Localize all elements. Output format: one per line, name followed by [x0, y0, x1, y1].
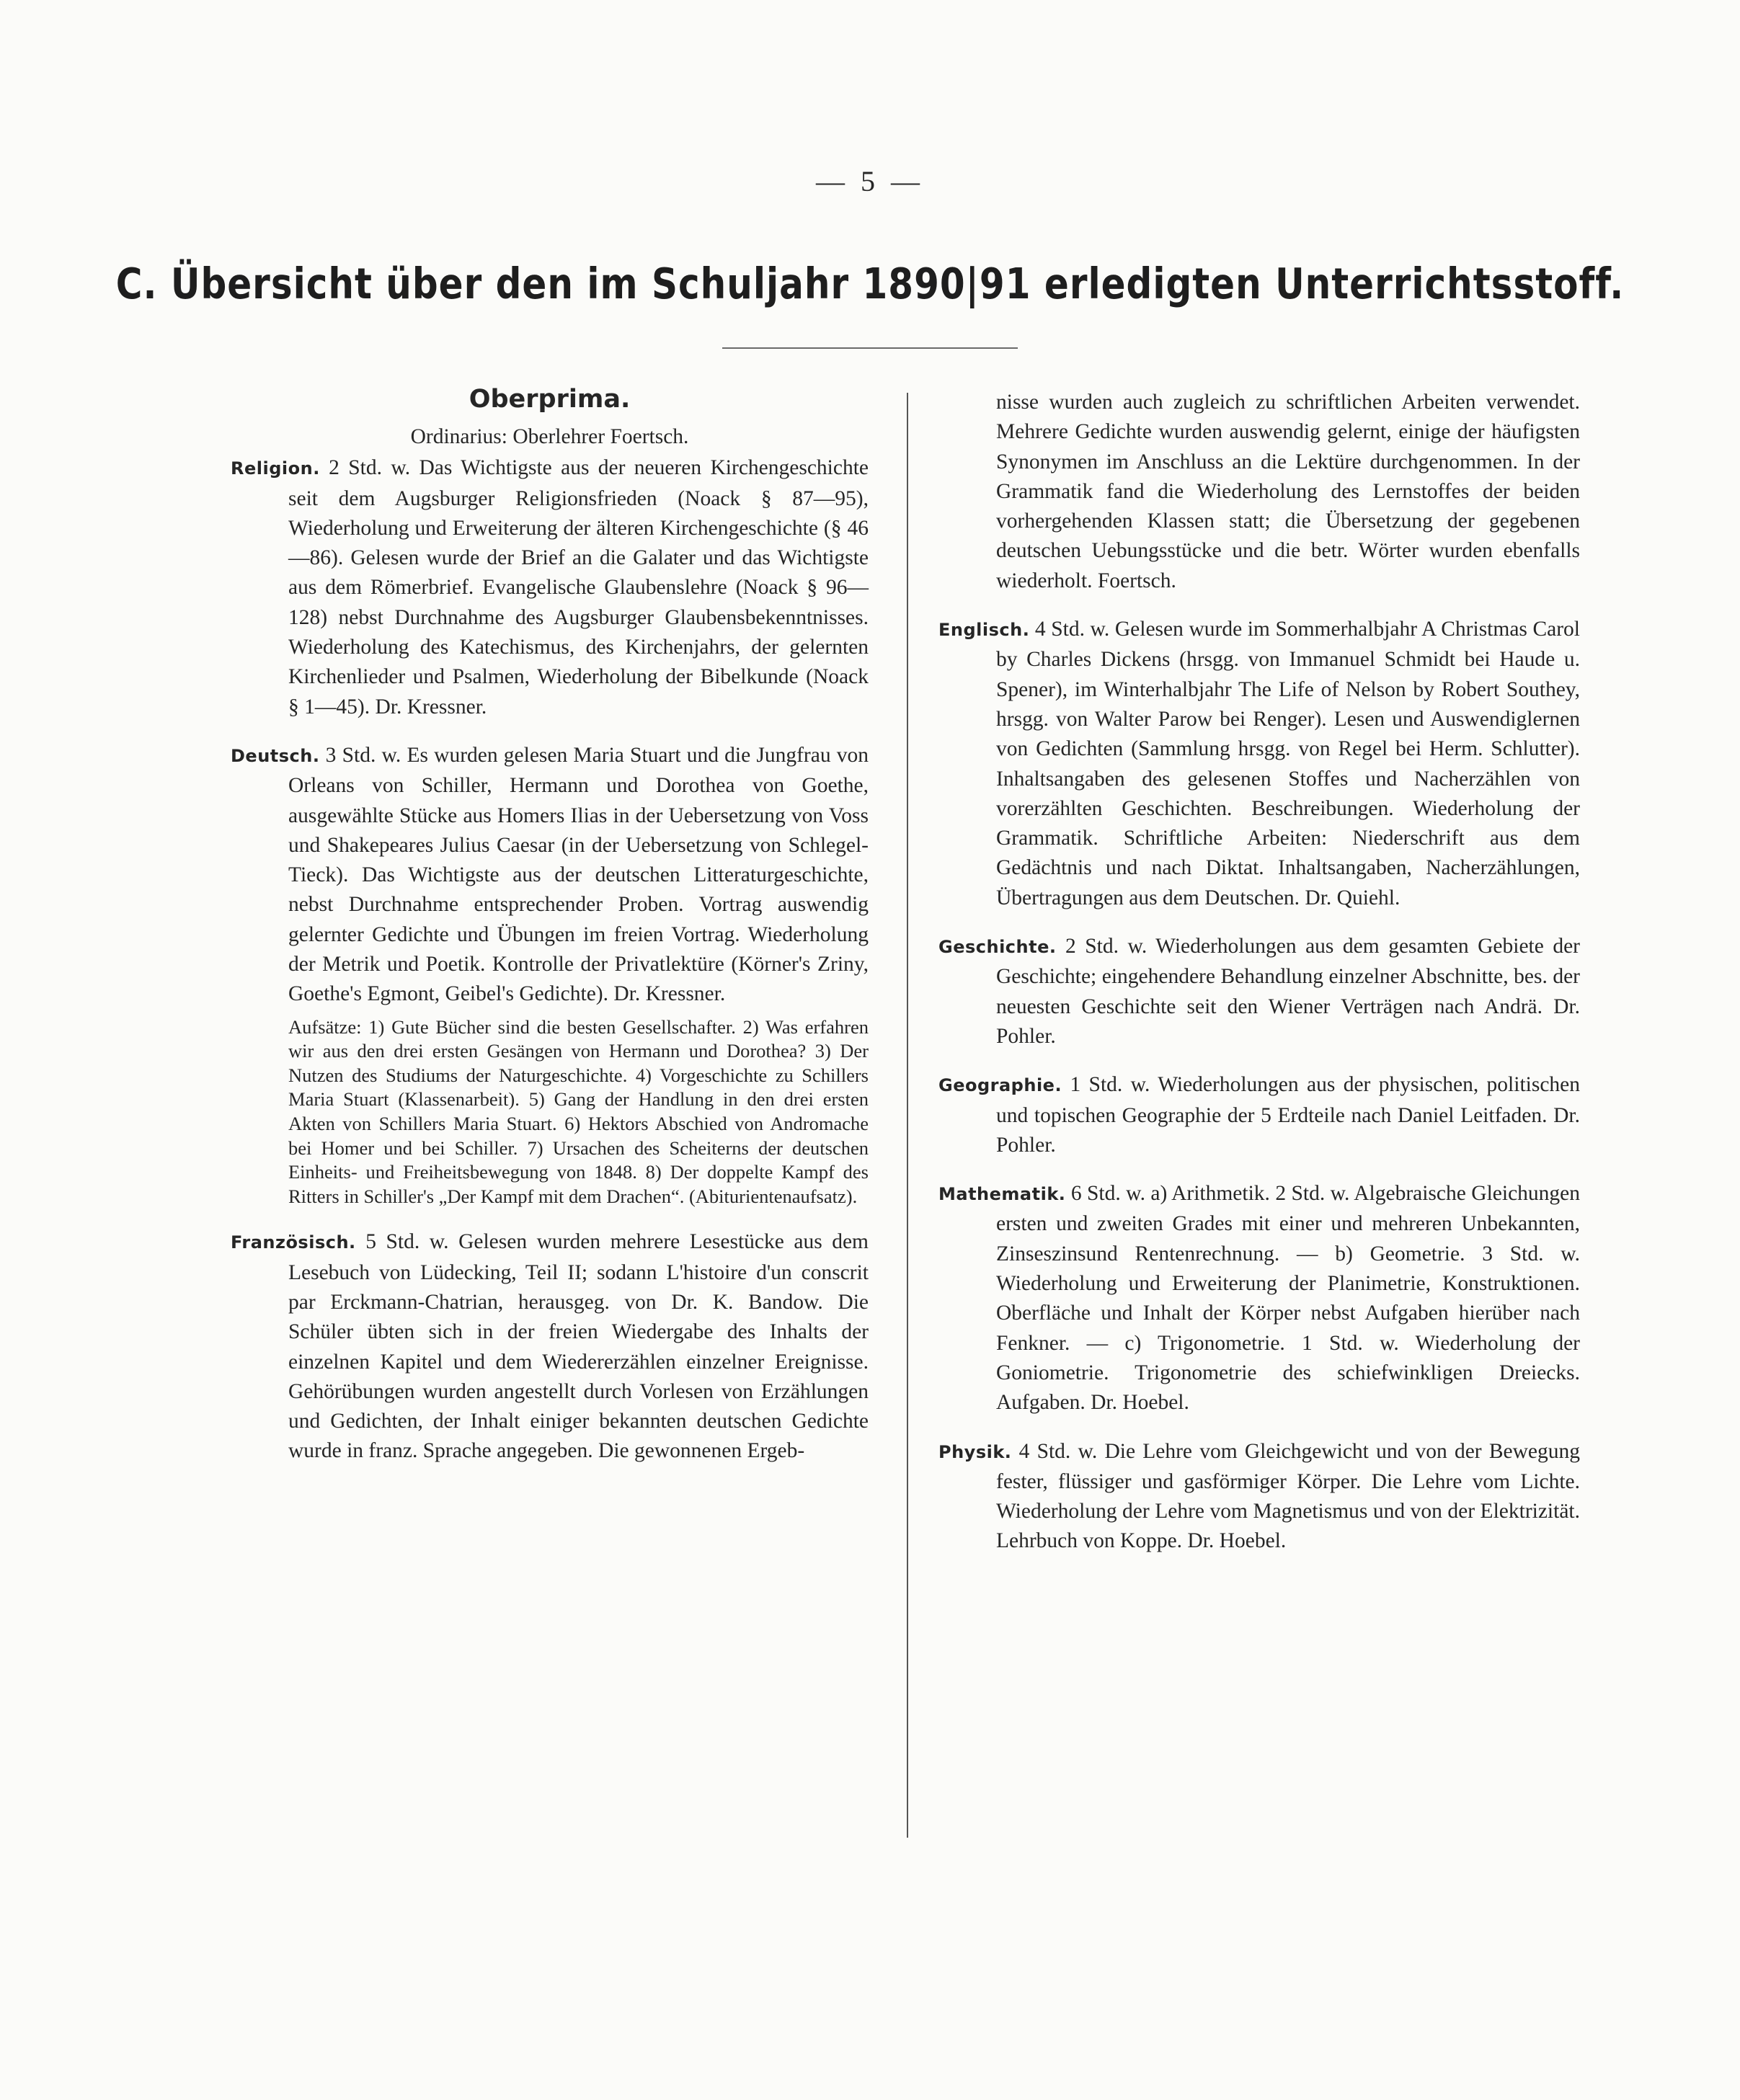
entry-label: Mathematik.	[938, 1184, 1066, 1205]
entry-text: 4 Std. w. Gelesen wurde im Sommerhalbjahr A Christmas Carol by Charles Dickens (hrsgg. von Immanuel Schmidt bei Haude u. Spener), im Winterhalbjahr The Life of Nelson by Robert Southey, hrsgg. von Walter Parow bei Renger). Lesen und Auswendiglernen von Gedichten (Sammlung hrsgg. von Regel bei Herm. Schlutter). Inhaltsangaben des gelesenen Stoffes und Nacherzählen von vorerzählten Geschichten. Beschreibungen. Wiederholung der Grammatik. Schriftliche Arbeiten: Niederschrift aus dem Gedächtnis und nach Diktat. Inhaltsangaben, Nacherzählungen, Übertragungen aus dem Deutschen. Dr. Quiehl.	[996, 618, 1581, 909]
entry-text: 1 Std. w. Wiederholungen aus der physischen, politischen und topischen Geographie der 5 Erdteile nach Daniel Leitfaden. Dr. Pohler.	[996, 1073, 1581, 1157]
entry-label: Englisch.	[938, 620, 1030, 641]
left-column	[231, 375, 869, 1485]
entry-text: 6 Std. w. a) Arithmetik. 2 Std. w. Algebraische Gleichungen ersten und zweiten Grades mit einer und mehreren Unbekannten, Zinseszinsund Rentenrechnung. — b) Geometrie. 3 Std. w. Wiederholung und Erweiterung der Planimetrie, Konstruktionen. Oberfläche und Inhalt der Körper nebst Aufgaben hierüber nach Fenkner. — c) Trigonometrie. 1 Std. w. Wiederholung der Goniometrie. Trigonometrie des schiefwinkligen Dreiecks. Aufgaben. Dr. Hoebel.	[996, 1182, 1581, 1415]
entry-label: Geographie.	[938, 1075, 1062, 1096]
page-title: C. Übersicht über den im Schuljahr 1890|91 erledigten Unterrichtsstoff.	[115, 259, 1625, 309]
entry-label: Geschichte.	[938, 937, 1057, 958]
page-number: — 5 —	[816, 165, 924, 197]
aufsaetze-block: Aufsätze: 1) Gute Bücher sind die besten Gesellschafter. 2) Was erfahren wir aus den drei ersten Gesängen von Hermann und Dorothea? 3) Der Nutzen des Studiums der Naturgeschichte. 4) Vorgeschichte zu Schillers Maria Stuart (Klassenarbeit). 5) Gang der Handlung in den drei ersten Akten von Schillers Maria Stuart. 6) Hektors Abschied von Andromache bei Homer und bei Schiller. 7) Ursachen des Scheiterns der deutschen Einheits- und Freiheitsbewegung von 1848. 8) Der doppelte Kampf des Ritters in Schiller's „Der Kampf mit dem Drachen“. (Abiturientenaufsatz).	[288, 1015, 869, 1207]
entry-geschichte	[938, 932, 1580, 1051]
title-rule	[722, 347, 1018, 349]
entry-text: 3 Std. w. Es wurden gelesen Maria Stuart und die Jungfrau von Orleans von Schiller, Hermann und Dorothea von Goethe, ausgewählte Stücke aus Homers Ilias in der Uebersetzung von Voss und Shakepeares Julius Caesar (in der Uebersetzung von Schlegel-Tieck). Das Wichtigste aus der deutschen Litteraturgeschichte, nebst Durchnahme entsprechender Proben. Vortrag auswendig gelernter Gedichte und Übungen im freien Vortrag. Wiederholung der Metrik und Poetik. Kontrolle der Privatlektüre (Körner's Zriny, Goethe's Egmont, Geibel's Gedichte). Dr. Kressner.	[288, 743, 869, 1006]
ordinarius-line: Ordinarius: Oberlehrer Foertsch.	[410, 425, 689, 448]
entry-text: 5 Std. w. Gelesen wurden mehrere Lesestücke aus dem Lesebuch von Lüdecking, Teil II; sodann L'histoire d'un conscrit par Erckmann-Chatrian, herausgeg. von Dr. K. Bandow. Die Schüler übten sich in der freien Wiedergabe des Inhalts der einzelnen Kapitel und dem Wiedererzählen einzelner Ereignisse. Gehörübungen wurden angestellt durch Vorlesen von Erzählungen und Gedichten, der Inhalt einiger bekannten deutschen Gedichte wurde in franz. Sprache angegeben. Die gewonnenen Ergeb-	[288, 1230, 869, 1463]
section-title: Oberprima.	[469, 385, 631, 414]
entry-label: Französisch.	[231, 1232, 356, 1253]
entry-geographie	[938, 1070, 1580, 1160]
entry-franzoesisch	[231, 1227, 869, 1466]
entry-text: 2 Std. w. Wiederholungen aus dem gesamten Gebiete der Geschichte; eingehendere Behandlung einzelner Abschnitte, bes. der neuesten Geschichte seit den Wiener Verträgen nach Andrä. Dr. Pohler.	[996, 935, 1580, 1048]
entry-mathematik	[938, 1179, 1580, 1418]
entry-religion	[231, 453, 869, 722]
entry-text: 2 Std. w. Das Wichtigste aus der neueren Kirchengeschichte seit dem Augsburger Religionsfrieden (Noack § 87—95), Wiederholung und Erweiterung der älteren Kirchengeschichte (§ 46—86). Gelesen wurde der Brief an die Galater und das Wichtigste aus dem Römerbrief. Evangelische Glaubenslehre (Noack § 96—128) nebst Durchnahme des Augsburger Glaubensbekenntnisses. Wiederholung des Katechismus, des Kirchenjahrs, der gelernten Kirchenlieder und Psalmen, Wiederholung der Bibelkunde (Noack § 1—45). Dr. Kressner.	[288, 456, 869, 718]
entry-englisch	[938, 615, 1580, 913]
column-divider	[907, 393, 908, 1838]
entry-label: Religion.	[231, 458, 320, 479]
right-column	[938, 388, 1580, 1575]
entry-text: 4 Std. w. Die Lehre vom Gleichgewicht und von der Bewegung fester, flüssiger und gasförmiger Körper. Die Lehre vom Lichte. Wiederholung der Lehre vom Magnetismus und von der Elektrizität. Lehrbuch von Koppe. Dr. Hoebel.	[996, 1439, 1580, 1553]
entry-label: Physik.	[938, 1441, 1012, 1462]
entry-physik	[938, 1437, 1580, 1557]
continuation-paragraph: nisse wurden auch zugleich zu schriftlichen Arbeiten verwendet. Mehrere Gedichte wurden auswendig gelernt, einige der häufigsten Synonymen im Anschluss an die Lektüre durchgenommen. In der Grammatik fand die Wiederholung des Lernstoffes der beiden vorhergehenden Klassen statt; die Übersetzung der gegebenen deutschen Uebungsstücke und die betr. Wörter wurden ebenfalls wiederholt. Foertsch.	[996, 391, 1580, 592]
entry-deutsch	[231, 741, 869, 1010]
entry-label: Deutsch.	[231, 745, 320, 766]
